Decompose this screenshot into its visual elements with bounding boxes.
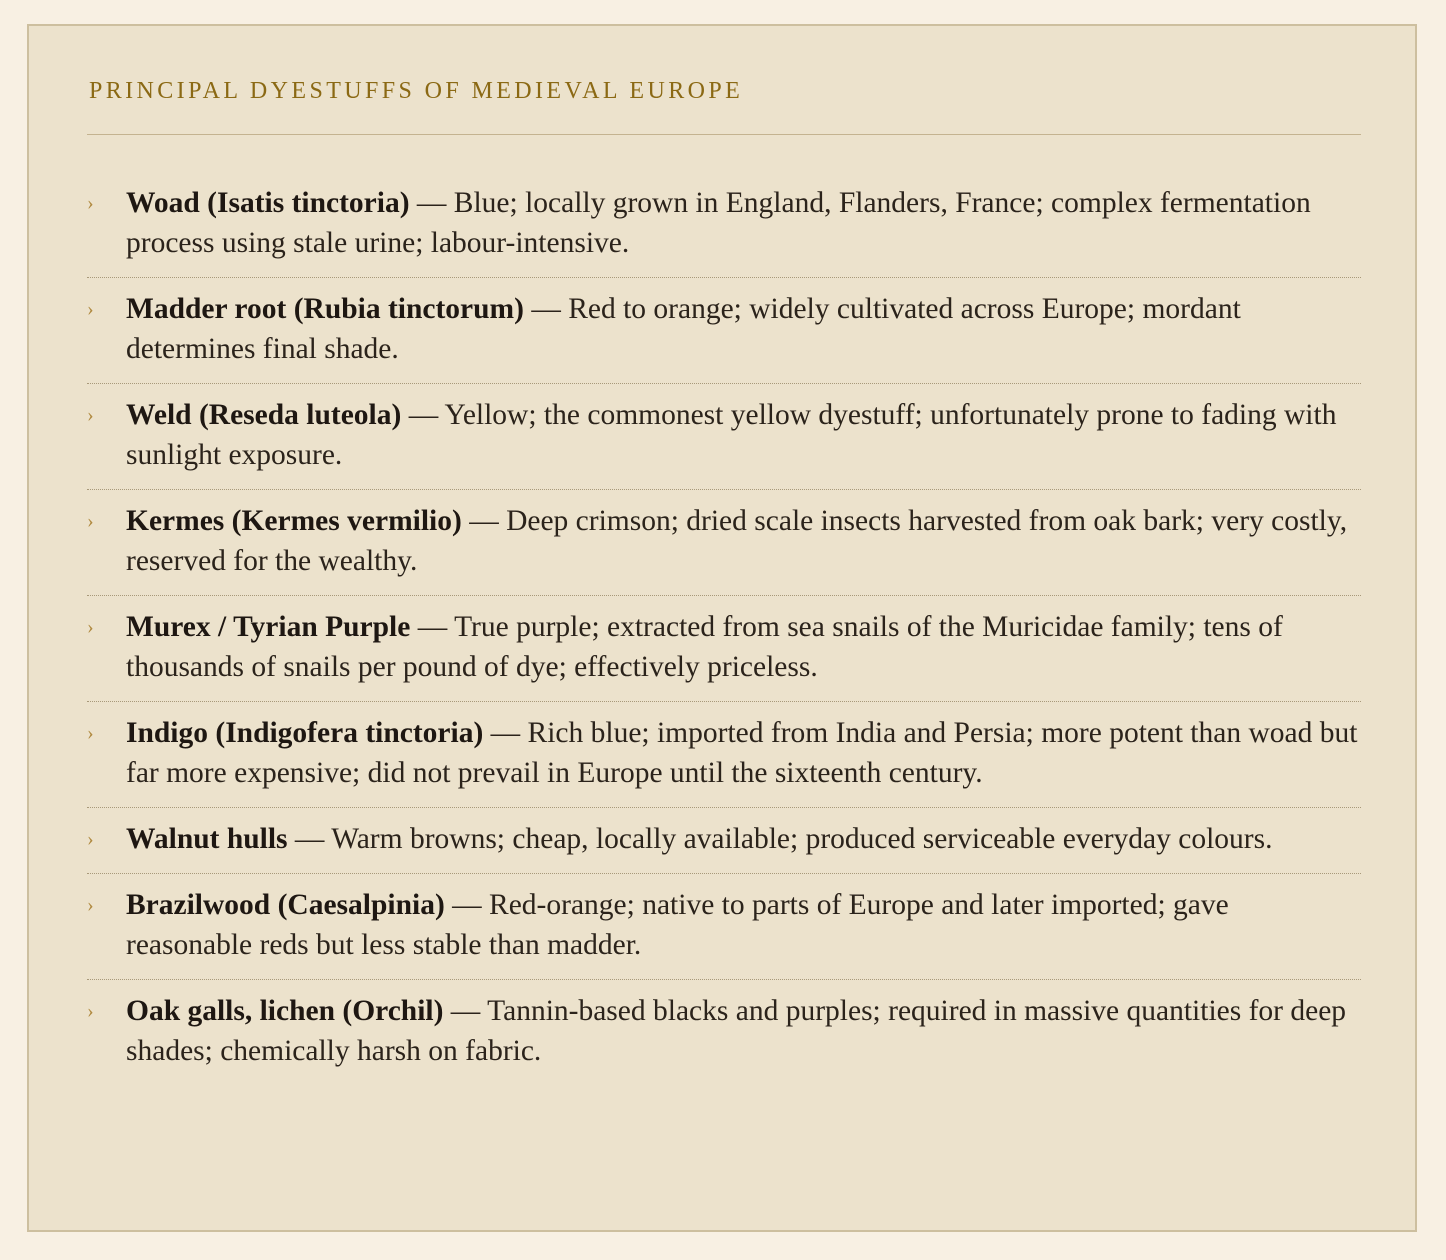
chevron-right-icon: › — [87, 616, 94, 638]
dyestuff-list — [87, 172, 1361, 1085]
dyestuff-description: True purple; extracted from sea snails of the Muricidae family; tens of thousands of snails per pound of dye; effectively priceless. — [126, 611, 1283, 683]
dyestuffs-panel — [27, 24, 1417, 1232]
chevron-right-icon: › — [87, 894, 94, 916]
dash-separator: — — [523, 293, 569, 325]
list-item — [87, 172, 1361, 278]
dyestuff-name: Indigo (Indigofera tinctoria) — [126, 717, 484, 749]
list-item — [87, 490, 1361, 596]
list-item — [87, 702, 1361, 808]
dyestuff-name: Oak galls, lichen (Orchil) — [126, 995, 444, 1027]
dyestuff-description: Red-orange; native to parts of Europe and later imported; gave reasonable reds but less stable than madder. — [126, 889, 1229, 961]
dyestuff-name: Weld (Reseda luteola) — [126, 399, 402, 431]
dyestuff-description: Blue; locally grown in England, Flanders, France; complex fermentation process using stale urine; labour-intensive. — [126, 187, 1311, 259]
dyestuff-name: Kermes (Kermes vermilio) — [126, 505, 462, 537]
list-item — [87, 808, 1361, 874]
dyestuff-description: Rich blue; imported from India and Persia; more potent than woad but far more expensive; did not prevail in Europe until the sixteenth century. — [126, 717, 1358, 789]
list-item — [87, 874, 1361, 980]
dash-separator: — — [483, 717, 528, 749]
dyestuff-description: Deep crimson; dried scale insects harvested from oak bark; very costly, reserved for the wealthy. — [126, 505, 1348, 577]
list-item — [87, 278, 1361, 384]
chevron-right-icon: › — [87, 298, 94, 320]
dash-separator: — — [410, 611, 455, 643]
list-item — [87, 980, 1361, 1085]
dyestuff-name: Murex / Tyrian Purple — [126, 611, 411, 643]
dash-separator: — — [287, 823, 332, 855]
dash-separator: — — [409, 187, 454, 219]
dyestuff-name: Walnut hulls — [126, 823, 288, 855]
dyestuff-name: Woad (Isatis tinctoria) — [126, 187, 410, 219]
dyestuff-description: Tannin-based blacks and purples; required in massive quantities for deep shades; chemically harsh on fabric. — [126, 995, 1347, 1067]
chevron-right-icon: › — [87, 192, 94, 214]
heading-divider — [87, 134, 1361, 135]
chevron-right-icon: › — [87, 828, 94, 850]
panel-heading: PRINCIPAL DYESTUFFS OF MEDIEVAL EUROPE — [89, 78, 744, 104]
chevron-right-icon: › — [87, 1000, 94, 1022]
dyestuff-name: Madder root (Rubia tinctorum) — [126, 293, 524, 325]
dash-separator: — — [461, 505, 507, 537]
dyestuff-name: Brazilwood (Caesalpinia) — [126, 889, 445, 921]
dyestuff-description: Yellow; the commonest yellow dyestuff; unfortunately prone to fading with sunlight exposure. — [126, 399, 1337, 471]
dyestuff-description: Red to orange; widely cultivated across Europe; mordant determines final shade. — [126, 293, 1241, 365]
dash-separator: — — [443, 995, 488, 1027]
dash-separator: — — [401, 399, 445, 431]
dyestuff-description: Warm browns; cheap, locally available; produced serviceable everyday colours. — [331, 823, 1273, 855]
list-item — [87, 596, 1361, 702]
chevron-right-icon: › — [87, 510, 94, 532]
chevron-right-icon: › — [87, 404, 94, 426]
chevron-right-icon: › — [87, 722, 94, 744]
dash-separator: — — [444, 889, 490, 921]
list-item — [87, 384, 1361, 490]
